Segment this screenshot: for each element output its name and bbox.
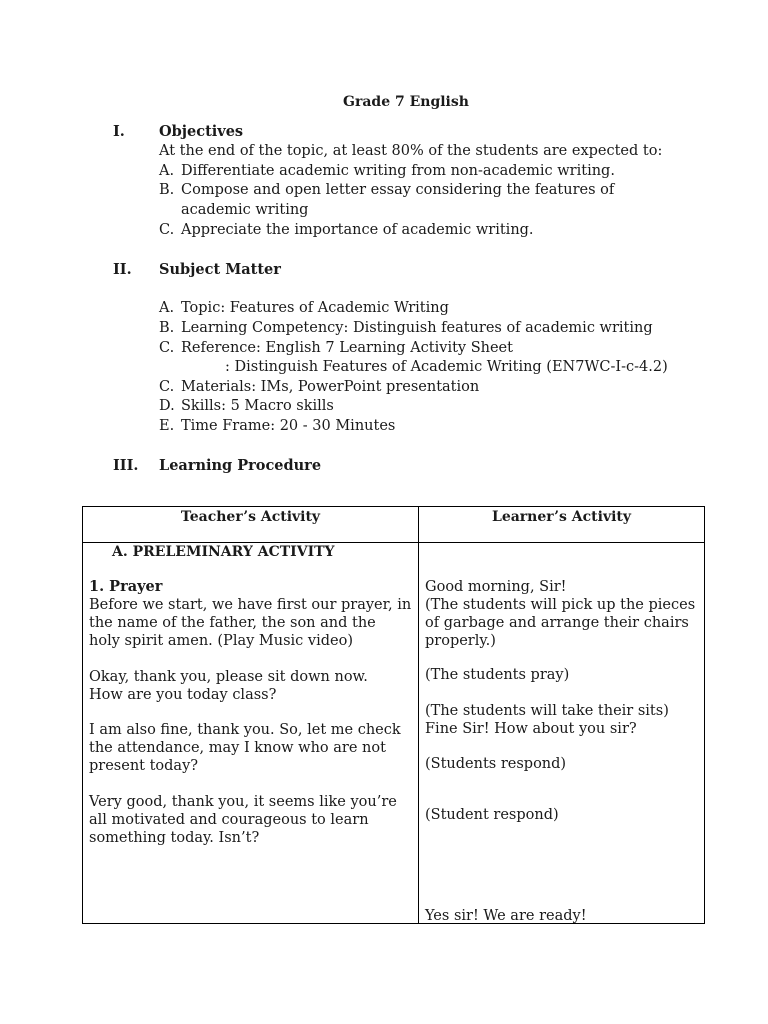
teacher-line: the attendance, may I know who are not: [89, 740, 386, 756]
teacher-prayer-heading: 1. Prayer: [89, 578, 163, 595]
section-number-objectives: I.: [113, 123, 125, 140]
objective-text: Compose and open letter essay considering the features of: [181, 182, 615, 198]
subject-text: Time Frame: 20 - 30 Minutes: [181, 418, 396, 434]
section-heading-objectives: Objectives: [159, 123, 244, 140]
teacher-line: I am also fine, thank you. So, let me check: [89, 722, 401, 738]
learner-line: Fine Sir! How about you sir?: [425, 721, 637, 737]
subject-text: Topic: Features of Academic Writing: [181, 300, 449, 316]
teacher-line: holy spirit amen. (Play Music video): [89, 633, 353, 649]
learner-line: (Students respond): [425, 756, 567, 772]
teacher-line: all motivated and courageous to learn: [89, 812, 369, 828]
teacher-line: the name of the father, the son and the: [89, 615, 376, 631]
section-heading-subject: Subject Matter: [159, 261, 281, 278]
objectives-intro: At the end of the topic, at least 80% of the students are expected to:: [159, 143, 663, 159]
subject-text-continued: : Distinguish Features of Academic Writing (EN7WC-I-c-4.2): [225, 359, 668, 375]
objective-text-continued: academic writing: [181, 202, 309, 218]
learner-line: of garbage and arrange their chairs: [425, 615, 689, 631]
subject-letter: D.: [159, 398, 175, 414]
learner-line: (The students pray): [425, 667, 570, 683]
table-header-learner: Learner’s Activity: [491, 509, 632, 525]
teacher-section-heading: A. PRELEMINARY ACTIVITY: [112, 544, 335, 560]
subject-text: Skills: 5 Macro skills: [181, 398, 334, 414]
document-title: Grade 7 English: [343, 94, 469, 110]
subject-text: Materials: IMs, PowerPoint presentation: [181, 379, 480, 395]
learner-line: Good morning, Sir!: [425, 579, 567, 595]
teacher-line: How are you today class?: [89, 687, 277, 703]
subject-letter: C.: [159, 340, 175, 356]
objective-text: Appreciate the importance of academic writing.: [181, 222, 534, 238]
table-column-divider: [418, 506, 419, 924]
teacher-line: something today. Isn’t?: [89, 830, 260, 846]
objective-text: Differentiate academic writing from non-academic writing.: [181, 163, 615, 179]
section-heading-procedure: Learning Procedure: [159, 457, 322, 474]
learner-line: (The students will take their sits): [425, 703, 669, 719]
table-header-teacher: Teacher’s Activity: [180, 509, 321, 525]
subject-text: Learning Competency: Distinguish features of academic writing: [181, 320, 653, 336]
section-number-subject: II.: [113, 261, 132, 278]
subject-text: Reference: English 7 Learning Activity Sheet: [181, 340, 513, 356]
teacher-line: present today?: [89, 758, 199, 774]
teacher-line: Before we start, we have first our prayer, in: [89, 597, 412, 613]
teacher-line: Okay, thank you, please sit down now.: [89, 669, 368, 685]
objective-letter: C.: [159, 222, 175, 238]
teacher-line: Very good, thank you, it seems like you’re: [89, 794, 397, 810]
learner-line: properly.): [425, 633, 496, 649]
learner-line: (Student respond): [425, 807, 559, 823]
subject-letter: B.: [159, 320, 175, 336]
objective-letter: B.: [159, 182, 175, 198]
subject-letter: E.: [159, 418, 175, 434]
subject-letter: C.: [159, 379, 175, 395]
section-number-procedure: III.: [113, 457, 139, 474]
objective-letter: A.: [159, 163, 175, 179]
subject-letter: A.: [159, 300, 175, 316]
learner-line: (The students will pick up the pieces: [425, 597, 696, 613]
learner-line: Yes sir! We are ready!: [425, 908, 587, 924]
